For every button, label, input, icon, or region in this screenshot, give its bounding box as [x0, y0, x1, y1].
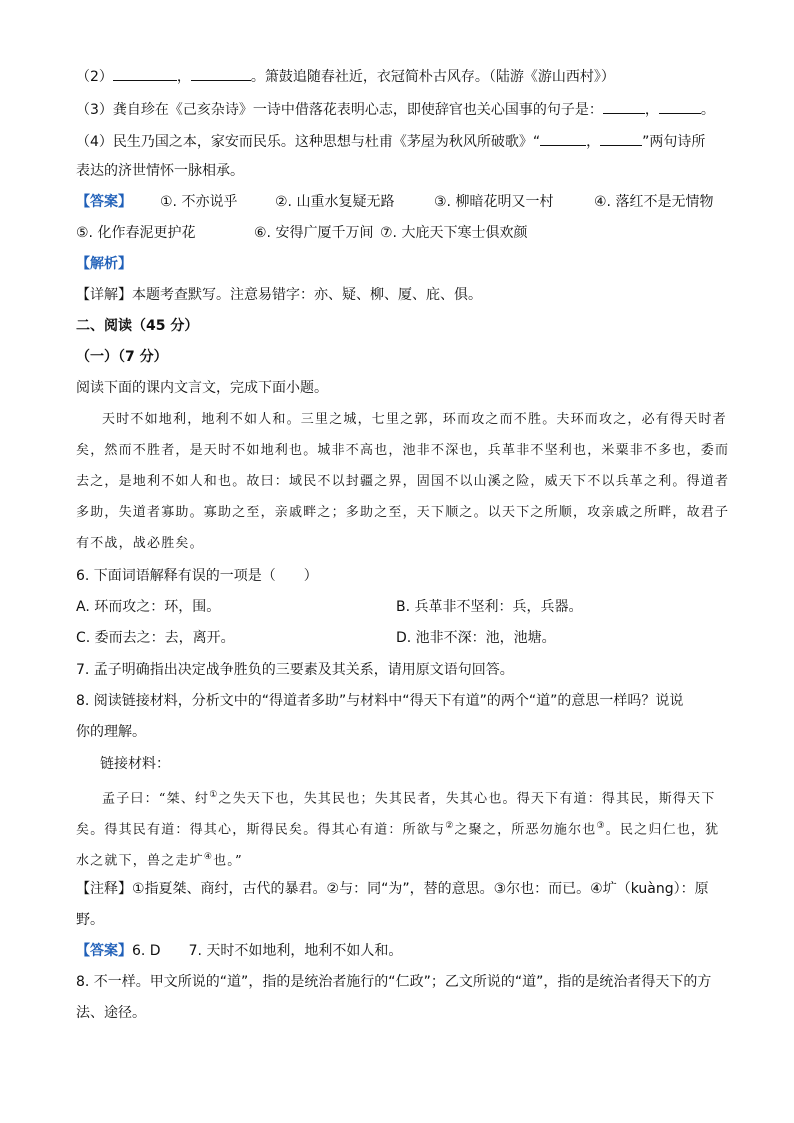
passage-line: 去之，是地利不如人和也。故曰：域民不以封疆之界，固国不以山溪之险，威天下不以兵革之利。得道者 — [76, 474, 730, 489]
question-6-stem: 6. 下面词语解释有误的一项是（ ） — [76, 568, 318, 584]
passage-line: 矣，然而不胜者，是天时不如地利也。城非不高也，池非不深也，兵革非不坚利也，米粟非不多也，委而 — [76, 443, 730, 458]
answer-item: ③. 柳暗花明又一村 — [434, 194, 554, 210]
question-4-line-2: 表达的济世情怀一脉相承。 — [76, 163, 244, 179]
option-b[interactable]: B. 兵革非不坚利：兵，兵器。 — [396, 599, 583, 615]
link-material-line: 孟子曰：“桀、纣①之失天下也，失其民也；失其民者，失其心也。得天下有道：得其民，斯得天下 — [102, 790, 716, 807]
question-3-line: （3）龚自珍在《己亥杂诗》一诗中借落花表明心志，即使辞官也关心国事的句子是： ， 。 — [76, 99, 715, 120]
note-line-2: 野。 — [76, 912, 104, 928]
option-a[interactable]: A. 环而攻之：环，围。 — [76, 599, 221, 615]
answer-item: ①. 不亦说乎 — [160, 194, 238, 210]
answer-8-line-1: 8. 不一样。甲文所说的“道”，指的是统治者施行的“仁政”；乙文所说的“道”，指的是统治者得天下的方 — [76, 974, 712, 990]
fill-blank[interactable] — [600, 131, 642, 146]
question-8-line-1: 8. 阅读链接材料，分析文中的“得道者多助”与材料中“得天下有道”的两个“道”的意思一样吗？说说 — [76, 693, 684, 709]
fill-blank[interactable] — [191, 66, 251, 81]
question-4-line-1: （4）民生乃国之本，家安而民乐。这种思想与杜甫《茅屋为秋风所破歌》“ ， ”两句诗所 — [76, 131, 705, 152]
passage-line: 有不战，战必胜矣。 — [76, 536, 204, 551]
answer-2-line: 【答案】6. D 7. 天时不如地利，地利不如人和。 — [76, 943, 403, 959]
passage-line: 多助，失道者寡助。寡助之至，亲戚畔之；多助之至，天下顺之。以天下之所顺，攻亲戚之所畔，故君子 — [76, 505, 730, 520]
analysis-detail: 【详解】本题考查默写。注意易错字：亦、疑、柳、厦、庇、俱。 — [76, 287, 482, 303]
answer-tag: 【答案】 — [76, 194, 132, 210]
answer-item: ⑦. 大庇天下寒士俱欢颜 — [380, 225, 528, 241]
fill-blank[interactable] — [603, 99, 645, 114]
link-material-title: 链接材料： — [100, 756, 170, 772]
section-instruction: 阅读下面的课内文言文，完成下面小题。 — [76, 380, 328, 396]
answer-tag: 【答案】 — [76, 943, 132, 959]
section-subtitle: （一）（7 分） — [76, 349, 168, 365]
option-c[interactable]: C. 委而去之：去，离开。 — [76, 630, 235, 646]
link-material-line: 矣。得其民有道：得其心，斯得民矣。得其心有道：所欲与②之聚之，所恶勿施尔也③。民之归仁也，犹 — [76, 821, 720, 838]
fill-blank[interactable] — [540, 131, 586, 146]
question-7: 7. 孟子明确指出决定战争胜负的三要素及其关系，请用原文语句回答。 — [76, 662, 514, 678]
answer-item: ④. 落红不是无情物 — [594, 194, 714, 210]
passage-line: 天时不如地利，地利不如人和。三里之城，七里之郭，环而攻之而不胜。夫环而攻之，必有得天时者 — [102, 412, 727, 427]
answer-item: ⑤. 化作春泥更护花 — [76, 225, 196, 241]
note-line-1: 【注释】①指夏桀、商纣，古代的暴君。②与：同“为”，替的意思。③尔也：而已。④圹（kuàng）：原 — [76, 881, 709, 897]
fill-blank[interactable] — [113, 66, 177, 81]
question-8-line-2: 你的理解。 — [76, 724, 146, 740]
answer-item: ②. 山重水复疑无路 — [275, 194, 395, 210]
answer-item: ⑥. 安得广厦千万间 — [254, 225, 374, 241]
option-d[interactable]: D. 池非不深：池，池塘。 — [396, 630, 556, 646]
analysis-tag: 【解析】 — [76, 256, 132, 272]
section-title: 二、阅读（45 分） — [76, 318, 199, 334]
question-2-line: （2） ， 。箫鼓追随春社近，衣冠简朴古风存。（陆游《游山西村》） — [76, 66, 615, 87]
answer-8-line-2: 法、途径。 — [76, 1005, 146, 1021]
fill-blank[interactable] — [659, 99, 701, 114]
link-material-line: 水之就下，兽之走圹④也。” — [76, 852, 243, 869]
